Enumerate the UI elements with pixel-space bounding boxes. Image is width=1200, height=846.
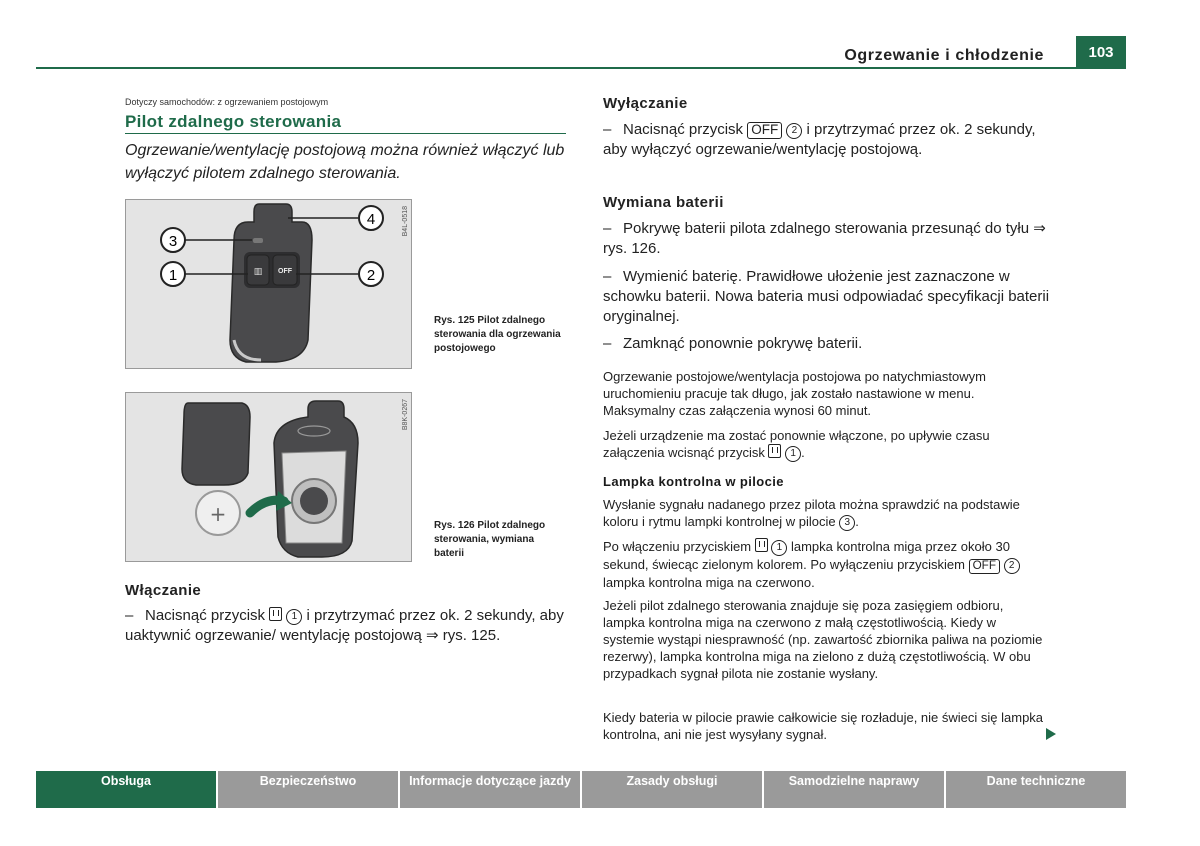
tab-samodzielne-naprawy[interactable]: Samodzielne naprawy — [764, 771, 944, 808]
figure-code: B8K-0267 — [402, 399, 409, 431]
callout-2 — [359, 262, 383, 286]
paragraph-signal: Wysłanie sygnału nadanego przez pilota można sprawdzić na podstawie koloru i rytmu lampki kontrolnej w pilocie 3 . — [603, 497, 1020, 529]
callout-ref: 2 — [786, 123, 802, 139]
footer-nav — [36, 771, 1126, 808]
bullet-wylaczanie: – Nacisnąć przycisk OFF 2 i przytrzymać przez ok. 2 sekundy, aby wyłączyć ogrzewanie/wentylację postojową. — [603, 121, 1036, 158]
bullet-wlaczanie: – Nacisnąć przycisk 1 i przytrzymać przez ok. 2 sekundy, aby uaktywnić ogrzewanie/ wentylację postojową ⇒ rys. 125. — [125, 607, 564, 644]
bullet-battery-1: – Pokrywę baterii pilota zdalnego sterowania przesunąć do tyłu ⇒ rys. 126. — [603, 220, 1046, 257]
figure-code: B4L-0518 — [402, 206, 409, 237]
off-key: OFF — [969, 559, 1000, 574]
svg-text:▥: ▥ — [253, 267, 263, 277]
tab-informacje-dotyczace-jazdy[interactable]: Informacje dotyczące jazdy — [400, 771, 580, 808]
heading-lampka: Lampka kontrolna w pilocie — [603, 474, 784, 489]
section-title: Pilot zdalnego sterowania — [125, 112, 342, 131]
battery-replacement-illustration — [126, 393, 411, 561]
callout-ref: 1 — [286, 609, 302, 625]
svg-text:1: 1 — [168, 267, 178, 284]
tab-bezpieczenstwo[interactable]: Bezpieczeństwo — [218, 771, 398, 808]
header-rule — [36, 67, 1126, 69]
tab-obsluga[interactable]: Obsługa — [36, 771, 216, 808]
paragraph-lamp-colors: Po włączeniu przyciskiem 1 lampka kontrolna miga przez około 30 sekund, świecąc zielonym kolorem. Po wyłączeniu przyciskiem OFF 2 lampka kontrolna miga na czerwono. — [603, 538, 1048, 591]
callout-3 — [161, 228, 185, 252]
svg-text:2: 2 — [366, 267, 376, 284]
heater-key-icon — [269, 607, 282, 621]
off-key: OFF — [747, 122, 782, 139]
tab-zasady-obslugi[interactable]: Zasady obsługi — [582, 771, 762, 808]
callout-ref: 3 — [839, 515, 855, 531]
heater-key-icon — [768, 444, 781, 458]
section-rule — [125, 133, 566, 134]
off-button-label: OFF — [278, 268, 292, 275]
heater-key-icon — [755, 538, 768, 552]
paragraph-out-of-range: Jeżeli pilot zdalnego sterowania znajduje się poza zasięgiem odbioru, lampka kontrolna miga na czerwono z małą częstotliwością. Kiedy w systemie wystąpi niesprawność (np. zawartość zbiornika paliwa na poziomie rezerwy), lampka kontrolna miga na zielono z dużą częstotliwością. W obu przypadkach sygnał pilota nie zostanie wysłany. — [603, 598, 1043, 681]
tab-dane-techniczne[interactable]: Dane techniczne — [946, 771, 1126, 808]
callout-ref: 2 — [1004, 558, 1020, 574]
svg-text:3: 3 — [168, 233, 178, 250]
bullet-battery-3: – Zamknąć ponownie pokrywę baterii. — [603, 335, 863, 352]
callout-ref: 1 — [771, 540, 787, 556]
page-header-title: Ogrzewanie i chłodzenie — [844, 47, 1044, 64]
intro-text: Ogrzewanie/wentylację postojową można również włączyć lub wyłączyć pilotem zdalnego sterowania. — [125, 142, 565, 182]
heading-wlaczanie: Włączanie — [125, 582, 202, 599]
figure-caption: Rys. 126 Pilot zdalnego sterowania, wymiana baterii — [434, 520, 546, 559]
callout-ref: 1 — [785, 446, 801, 462]
continue-arrow-icon — [1046, 728, 1056, 740]
heading-wymiana-baterii: Wymiana baterii — [603, 194, 724, 211]
callout-1 — [161, 262, 185, 286]
figure-battery-replacement — [125, 392, 412, 562]
svg-text:4: 4 — [366, 211, 376, 228]
callout-4 — [359, 206, 383, 230]
bullet-battery-2: – Wymienić baterię. Prawidłowe ułożenie jest zaznaczone w schowku baterii. Nowa bateria musi odpowiadać specyfikacji baterii oryginalnej. — [603, 268, 1050, 325]
heading-wylaczanie: Wyłączanie — [603, 95, 688, 112]
figure-remote-control — [125, 199, 412, 369]
remote-control-illustration — [126, 200, 411, 368]
paragraph-runtime: Ogrzewanie postojowe/wentylacja postojowa po natychmiastowym uruchomieniu pracuje tak długo, jak zostało nastawione w menu. Maksymalny czas załączenia wynosi 60 minut. — [603, 369, 986, 418]
figure-caption: Rys. 125 Pilot zdalnego sterowania dla ogrzewania postojowego — [434, 315, 561, 354]
applies-to-note: Dotyczy samochodów: z ogrzewaniem postojowym — [125, 97, 329, 107]
paragraph-battery-low: Kiedy bateria w pilocie prawie całkowicie się rozładuje, nie świeci się lampka kontrolna, ani nie jest wysyłany sygnał. — [603, 710, 1044, 742]
paragraph-restart: Jeżeli urządzenie ma zostać ponownie włączone, po upływie czasu załączenia wcisnąć przycisk 1 . — [603, 428, 990, 460]
page-number: 103 — [1076, 36, 1126, 69]
svg-text:+: + — [209, 502, 227, 526]
